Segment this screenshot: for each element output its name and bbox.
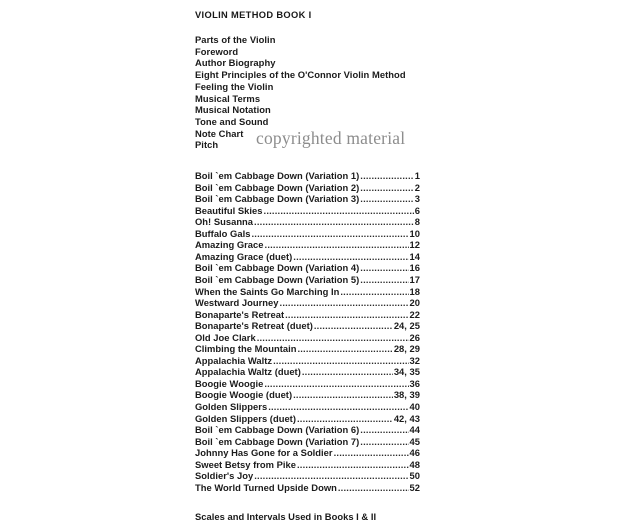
dot-leader: [340, 286, 408, 298]
contents-entry: [195, 228, 420, 240]
dot-leader: [314, 320, 393, 332]
front-matter-item: Feeling the Violin: [195, 80, 274, 92]
contents-entry-page: 38, 39: [393, 389, 420, 401]
contents-entry-title: Beautiful Skies: [195, 204, 263, 216]
dot-leader: [254, 470, 408, 482]
dot-leader: [285, 309, 408, 321]
contents-entry-title: Appalachia Waltz: [195, 354, 273, 366]
contents-entry-page: 8: [414, 216, 420, 228]
dot-leader: [264, 378, 408, 390]
contents-entry-page: 20: [409, 297, 420, 309]
contents-entry-page: 48: [409, 458, 420, 470]
contents-entry-page: 28, 29: [393, 343, 420, 355]
contents-entry: [195, 274, 420, 286]
dot-leader: [293, 251, 408, 263]
contents-entry: [195, 239, 420, 251]
contents-entry-page: 45: [409, 435, 420, 447]
contents-entry-title: Boil `em Cabbage Down (Variation 3): [195, 193, 360, 205]
contents-entry: [195, 262, 420, 274]
contents-entry-page: 52: [409, 481, 420, 493]
dot-leader: [360, 262, 408, 274]
contents-entry-title: Boil `em Cabbage Down (Variation 4): [195, 262, 360, 274]
contents-entry-title: Bonaparte's Retreat: [195, 308, 285, 320]
dot-leader: [297, 459, 409, 471]
contents-entry: [195, 193, 420, 205]
dot-leader: [360, 274, 408, 286]
dot-leader: [265, 239, 409, 251]
contents-entry-title: Boil `em Cabbage Down (Variation 6): [195, 424, 360, 436]
copyright-watermark: copyrighted material: [256, 128, 406, 148]
contents-entry-title: Climbing the Mountain: [195, 343, 297, 355]
front-matter-item: Tone and Sound: [195, 115, 269, 127]
contents-entry-title: Bonaparte's Retreat (duet): [195, 320, 313, 332]
contents-entry: [195, 170, 420, 182]
dot-leader: [334, 447, 409, 459]
contents-entry-title: Boogie Woogie: [195, 377, 264, 389]
contents-entry: [195, 332, 420, 344]
contents-entry-title: Soldier's Joy: [195, 470, 254, 482]
contents-entry-page: 12: [409, 239, 420, 251]
front-matter-item: Foreword: [195, 45, 239, 57]
contents-entry-title: Boil `em Cabbage Down (Variation 7): [195, 435, 360, 447]
contents-entry: [195, 413, 420, 425]
dot-leader: [273, 355, 408, 367]
contents-entry: [195, 216, 420, 228]
front-matter-item: Musical Notation: [195, 104, 271, 116]
contents-entry: [195, 286, 420, 298]
contents-entry-page: 16: [409, 262, 420, 274]
contents-entry-page: 2: [414, 181, 420, 193]
contents-entry-page: 3: [414, 193, 420, 205]
dot-leader: [293, 389, 393, 401]
contents-entry-title: When the Saints Go Marching In: [195, 285, 340, 297]
contents-entry-title: Boogie Woogie (duet): [195, 389, 293, 401]
contents-entry-page: 50: [409, 470, 420, 482]
contents-entry-title: Golden Slippers: [195, 400, 268, 412]
contents-entry: [195, 447, 420, 459]
front-matter-list: [195, 34, 420, 151]
dot-leader: [360, 193, 414, 205]
contents-entry: [195, 378, 420, 390]
contents-entry-page: 34, 35: [393, 366, 420, 378]
contents-entry-page: 26: [409, 331, 420, 343]
contents-entry: [195, 309, 420, 321]
front-matter-item: Musical Terms: [195, 92, 261, 104]
contents-entry-page: 36: [409, 377, 420, 389]
dot-leader: [360, 424, 408, 436]
contents-entry-page: 46: [409, 447, 420, 459]
dot-leader: [251, 228, 408, 240]
contents-entry-title: The World Turned Upside Down: [195, 481, 337, 493]
contents-entry: [195, 366, 420, 378]
contents-entry-title: Boil `em Cabbage Down (Variation 5): [195, 273, 360, 285]
contents-entry-page: 10: [409, 227, 420, 239]
dot-leader: [297, 343, 392, 355]
contents-entry-title: Buffalo Gals: [195, 227, 251, 239]
dot-leader: [360, 182, 414, 194]
contents-entry-page: 14: [409, 250, 420, 262]
contents-entry-page: 32: [409, 354, 420, 366]
contents-entry: [195, 320, 420, 332]
contents-entry-page: 44: [409, 424, 420, 436]
dot-leader: [254, 216, 414, 228]
page-title: VIOLIN METHOD BOOK I: [195, 10, 312, 20]
contents-entry: [195, 424, 420, 436]
dot-leader: [360, 170, 414, 182]
front-matter-item: Parts of the Violin: [195, 34, 276, 45]
table-of-contents: [195, 9, 420, 523]
dot-leader: [360, 436, 408, 448]
contents-entry-title: Sweet Betsy from Pike: [195, 458, 296, 470]
contents-entry: [195, 459, 420, 471]
dot-leader: [338, 482, 409, 494]
contents-entry-title: Old Joe Clark: [195, 331, 256, 343]
contents-entry: [195, 251, 420, 263]
contents-entry-page: 17: [409, 273, 420, 285]
dot-leader: [297, 413, 393, 425]
contents-entry-title: Oh! Susanna: [195, 216, 254, 228]
contents-entry: [195, 297, 420, 309]
contents-entry-page: 6: [414, 204, 420, 216]
contents-entry-title: Johnny Has Gone for a Soldier: [195, 447, 333, 459]
contents-entry-title: Amazing Grace (duet): [195, 250, 293, 262]
contents-entry: [195, 343, 420, 355]
contents-entry-title: Golden Slippers (duet): [195, 412, 296, 424]
front-matter-item: Eight Principles of the O'Connor Violin Method: [195, 69, 406, 81]
contents-list: [195, 170, 420, 493]
front-matter-item: Author Biography: [195, 57, 276, 69]
contents-entry: [195, 482, 420, 494]
dot-leader: [280, 297, 409, 309]
dot-leader: [268, 401, 408, 413]
contents-entry-title: Appalachia Waltz (duet): [195, 366, 301, 378]
dot-leader: [257, 332, 409, 344]
contents-entry-page: 42, 43: [393, 412, 420, 424]
contents-entry: [195, 470, 420, 482]
contents-entry-page: 18: [409, 285, 420, 297]
contents-entry-title: Amazing Grace: [195, 239, 264, 251]
contents-entry-title: Boil `em Cabbage Down (Variation 1): [195, 170, 360, 182]
contents-entry-title: Boil `em Cabbage Down (Variation 2): [195, 181, 360, 193]
front-matter-item: Note Chart: [195, 127, 244, 139]
footer-note: Scales and Intervals Used in Books I & II: [195, 511, 377, 523]
front-matter-item: Pitch: [195, 139, 219, 151]
contents-entry-page: 22: [409, 308, 420, 320]
contents-entry-page: 24, 25: [393, 320, 420, 332]
dot-leader: [264, 205, 414, 217]
contents-entry-page: 40: [409, 400, 420, 412]
contents-entry-page: 1: [414, 170, 420, 182]
contents-entry: [195, 436, 420, 448]
dot-leader: [302, 366, 393, 378]
contents-entry: [195, 355, 420, 367]
contents-entry-title: Westward Journey: [195, 297, 279, 309]
contents-entry: [195, 205, 420, 217]
contents-entry: [195, 389, 420, 401]
contents-entry: [195, 401, 420, 413]
contents-entry: [195, 182, 420, 194]
